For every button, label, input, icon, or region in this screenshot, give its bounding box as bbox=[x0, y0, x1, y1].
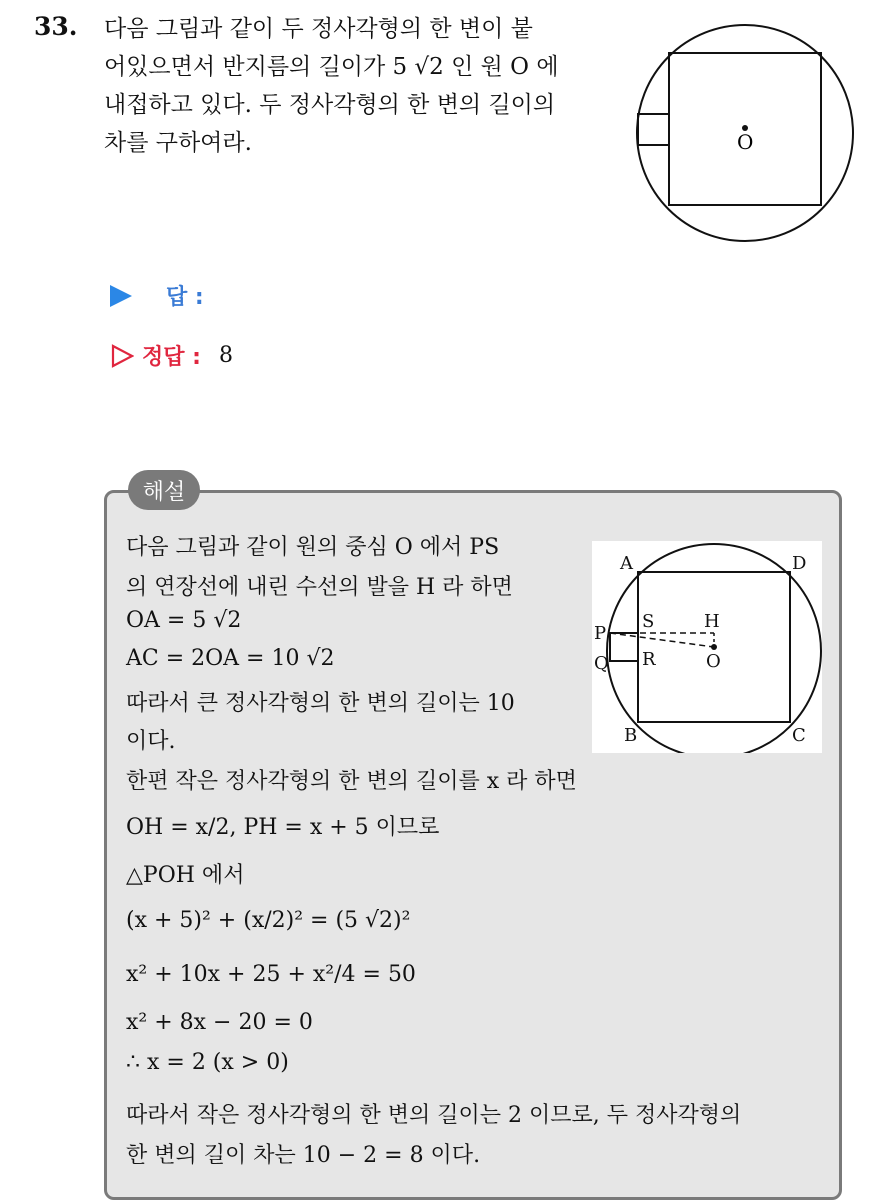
correct-answer-value: 8 bbox=[218, 343, 233, 368]
problem-line-3: 내접하고 있다. 두 정사각형의 한 변의 길이의 bbox=[104, 92, 556, 118]
triangle-line: △POH 에서 bbox=[126, 863, 245, 888]
answer-label: 답 : bbox=[166, 285, 204, 310]
conclusion-2: 한 변의 길이 차는 10 − 2 = 8 이다. bbox=[126, 1143, 481, 1168]
label-r: R bbox=[642, 649, 656, 670]
solution-figure bbox=[592, 541, 822, 753]
label-c: C bbox=[792, 725, 806, 746]
equation-oh-ph: OH = x/2, PH = x + 5 이므로 bbox=[126, 815, 440, 840]
big-side-1: 따라서 큰 정사각형의 한 변의 길이는 10 bbox=[126, 691, 515, 716]
answer-row bbox=[110, 280, 204, 311]
label-d: D bbox=[792, 553, 807, 574]
label-a: A bbox=[620, 553, 633, 574]
solution-intro-1: 다음 그림과 같이 원의 중심 O 에서 PS bbox=[126, 535, 500, 560]
equation-4: ∴ x = 2 (x > 0) bbox=[126, 1050, 289, 1075]
label-b: B bbox=[624, 725, 638, 746]
problem-line-2: 어있으면서 반지름의 길이가 5 √2 인 원 O 에 bbox=[104, 54, 559, 80]
outline-triangle-icon bbox=[110, 344, 134, 368]
correct-answer-row bbox=[110, 340, 233, 371]
label-s: S bbox=[642, 611, 655, 632]
solution-tag: 해설 bbox=[128, 470, 200, 510]
label-h: H bbox=[704, 611, 720, 632]
big-side-2: 이다. bbox=[126, 729, 176, 754]
conclusion-1: 따라서 작은 정사각형의 한 변의 길이는 2 이므로, 두 정사각형의 bbox=[126, 1103, 742, 1128]
problem-figure bbox=[634, 22, 856, 244]
equation-oa: OA = 5 √2 bbox=[126, 608, 242, 633]
solution-intro-2: 의 연장선에 내린 수선의 발을 H 라 하면 bbox=[126, 575, 513, 600]
solution-center bbox=[711, 644, 717, 650]
equation-2: x² + 10x + 25 + x²/4 = 50 bbox=[126, 962, 416, 987]
play-icon bbox=[110, 285, 132, 307]
problem-line-1: 다음 그림과 같이 두 정사각형의 한 변이 붙 bbox=[104, 16, 533, 42]
label-q: Q bbox=[594, 653, 609, 674]
equation-1: (x + 5)² + (x/2)² = (5 √2)² bbox=[126, 908, 411, 933]
small-side-line: 한편 작은 정사각형의 한 변의 길이를 x 라 하면 bbox=[126, 769, 577, 794]
problem-number: 33. bbox=[34, 12, 78, 41]
problem-line-4: 차를 구하여라. bbox=[104, 130, 252, 156]
equation-ac: AC = 2OA = 10 √2 bbox=[126, 646, 335, 671]
problem-statement bbox=[104, 10, 614, 162]
label-p: P bbox=[594, 623, 607, 644]
center-label: O bbox=[737, 130, 754, 154]
small-square bbox=[638, 114, 669, 145]
label-o: O bbox=[706, 651, 721, 672]
equation-3: x² + 8x − 20 = 0 bbox=[126, 1010, 313, 1035]
correct-answer-label: 정답 : bbox=[142, 345, 201, 370]
